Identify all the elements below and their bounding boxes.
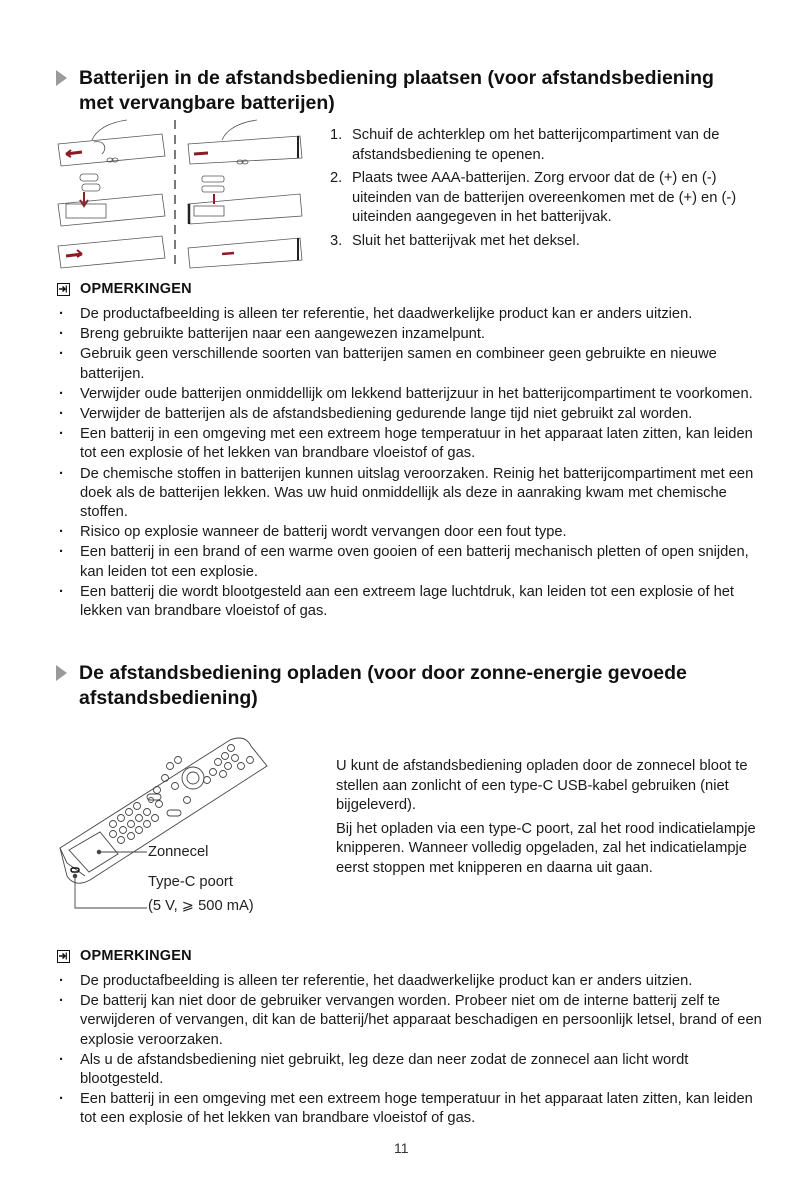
page-number: 11 <box>394 1140 409 1156</box>
charging-description <box>336 757 761 883</box>
note-arrow-icon <box>57 283 70 296</box>
list-item: · Als u de afstandsbediening niet gebruikt, leg deze dan neer zodat de zonnecel aan licht wordt blootgesteld. <box>54 1051 764 1089</box>
section-heading-charging <box>79 661 779 711</box>
list-item: · De chemische stoffen in batterijen kunnen uitslag veroorzaken. Reinig het batterijcompartiment met een doek als de batterijen lekken. Was uw huid onmiddellijk als deze in aanraking kwam met chemische stoffen. <box>54 465 764 523</box>
list-item: · De batterij kan niet door de gebruiker vervangen worden. Probeer niet om de interne batterij zelf te verwijderen of vervangen, dit kan de batterij/het apparaat beschadigen en persoonlijk letsel, brand of een explosie veroorzaken. <box>54 992 764 1050</box>
label-port-spec: (5 V, ⩾ 500 mA) <box>148 898 254 914</box>
notes-heading: OPMERKINGEN <box>80 948 192 964</box>
list-item: · Risico op explosie wanneer de batterij wordt vervangen door een fout type. <box>54 523 764 542</box>
section-heading-batteries <box>79 66 779 116</box>
paragraph: U kunt de afstandsbediening opladen door de zonnecel bloot te stellen aan zonlicht of een type-C USB-kabel gebruiken (niet bijgeleverd). <box>336 758 748 814</box>
slim-batteries <box>202 176 224 204</box>
heading-line: met vervangbare batterijen) <box>79 92 335 114</box>
slim-remote-open-cover <box>188 120 302 164</box>
remote-open-cover <box>58 120 165 166</box>
list-item: · Een batterij in een omgeving met een extreem hoge temperatuur in het apparaat laten zitten, kan leiden tot een explosie of het lekken van brandbare vloeistof of gas. <box>54 425 764 463</box>
paragraph: Bij het opladen via een type-C poort, zal het rood indicatielampje knipperen. Wanneer volledig opgeladen, zal het indicatielampje eerst stoppen met knipperen en daarna uit gaan. <box>336 820 756 876</box>
heading-line: De afstandsbediening opladen (voor door zonne-energie gevoede <box>79 662 687 684</box>
list-item: · Een batterij in een brand of een warme oven gooien of een batterij mechanisch pletten of open snijden, kan leiden tot een explosie. <box>54 543 764 581</box>
battery-installation-illustration <box>52 118 314 273</box>
step-item: 2. Plaats twee AAA-batterijen. Zorg ervoor dat de (+) en (-) uiteinden van de batterijen overeenkomen met de (+) en (-) uiteinden aangegeven in het batterijvak. <box>330 170 737 226</box>
list-item: · Een batterij die wordt blootgesteld aan een extreem lage luchtdruk, kan leiden tot een explosie of het lekken van brandbare vloeistof of gas. <box>54 583 764 621</box>
heading-line: afstandsbediening) <box>79 687 258 709</box>
notes-list-batteries <box>54 305 764 622</box>
list-item: · Gebruik geen verschillende soorten van batterijen samen en combineer geen gebruikte en nieuwe batterijen. <box>54 345 764 383</box>
installation-steps <box>330 126 760 256</box>
list-item: · De productafbeelding is alleen ter referentie, het daadwerkelijke product kan er anders uitzien. <box>54 305 764 324</box>
remote-close-cover <box>58 236 165 268</box>
notes-header <box>57 948 192 964</box>
label-type-c-port: Type-C poort <box>148 874 233 890</box>
play-triangle-icon <box>56 665 67 681</box>
note-arrow-icon <box>57 950 70 963</box>
heading-line: Batterijen in de afstandsbediening plaatsen (voor afstandsbediening <box>79 67 714 89</box>
step-item: 3. Sluit het batterijvak met het deksel. <box>330 232 580 249</box>
notes-header <box>57 281 192 297</box>
list-item: · Verwijder oude batterijen onmiddellijk om lekkend batterijzuur in het batterijcompartiment te voorkomen. <box>54 385 764 404</box>
step-item: 1. Schuif de achterklep om het batterijcompartiment van de afstandsbediening te openen. <box>330 127 720 163</box>
slim-remote-compartment <box>188 194 302 224</box>
remote-battery-compartment <box>58 194 165 226</box>
label-solar-cell: Zonnecel <box>148 844 209 860</box>
slim-remote-close-cover <box>188 238 302 268</box>
list-item: · Verwijder de batterijen als de afstandsbediening gedurende lange tijd niet gebruikt zal worden. <box>54 405 764 424</box>
list-item: · De productafbeelding is alleen ter referentie, het daadwerkelijke product kan er anders uitzien. <box>54 972 764 991</box>
notes-heading: OPMERKINGEN <box>80 281 192 297</box>
list-item: · Een batterij in een omgeving met een extreem hoge temperatuur in het apparaat laten zitten, kan leiden tot een explosie of het lekken van brandbare vloeistof of gas. <box>54 1090 764 1128</box>
list-item: · Breng gebruikte batterijen naar een aangewezen inzamelpunt. <box>54 325 764 344</box>
notes-list-charging <box>54 972 764 1130</box>
play-triangle-icon <box>56 70 67 86</box>
